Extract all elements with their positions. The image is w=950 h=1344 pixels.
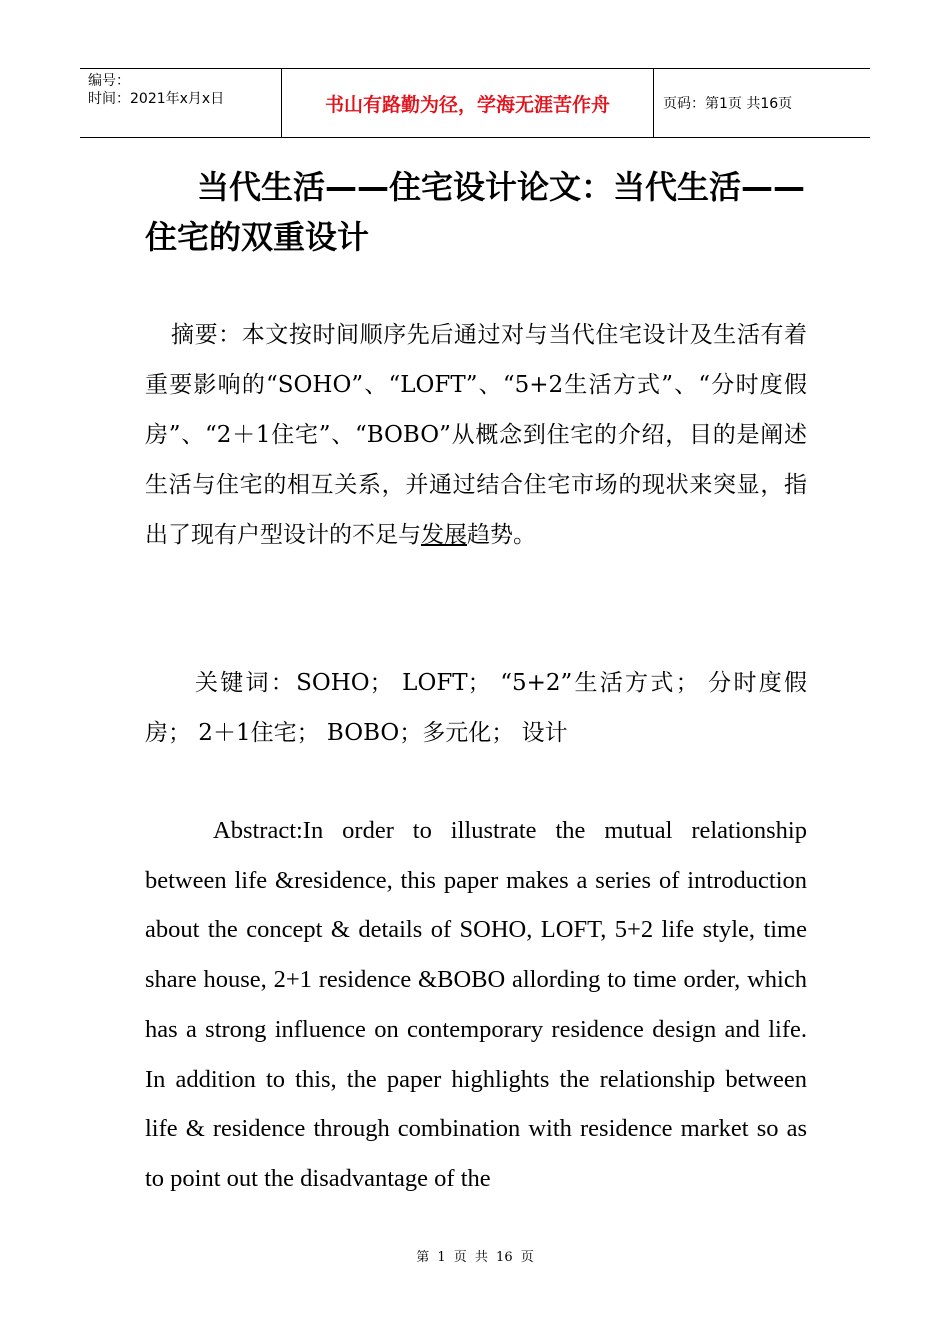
- abstract-chinese-text: 摘要：本文按时间顺序先后通过对与当代住宅设计及生活有着重要影响的“SOHO”、“LOFT”、“5+2生活方式”、“分时度假房”、“2＋1住宅”、“BOBO”从概念到住宅的介绍，目的是阐述生活与住宅的相互关系，并通过结合住宅市场的现状来突显，指出了现有户型设计的不足与: [145, 322, 807, 548]
- document-title: 当代生活——住宅设计论文：当代生活——住宅的双重设计: [145, 168, 806, 256]
- keywords-paragraph: 关键词：SOHO； LOFT； “5+2”生活方式； 分时度假房； 2＋1住宅； BOBO；多元化； 设计: [145, 670, 807, 746]
- header-motto: 书山有路勤为径，学海无涯苦作舟: [282, 69, 654, 137]
- abstract-chinese: [145, 310, 807, 560]
- document-header: [80, 68, 870, 138]
- page-footer: 第 1 页 共 16 页: [416, 1250, 534, 1265]
- development-link[interactable]: 发展: [421, 522, 467, 548]
- header-page-info: 页码：第1页 共16页: [663, 96, 793, 112]
- date-text: 时间：2021年x月x日: [88, 91, 225, 107]
- abstract-english: Abstract:In order to illustrate the mutual relationship between life &residence, this paper makes a series of introduction about the concept & details of SOHO, LOFT, 5+2 life style, time share house, 2+1 residence &BOBO allording to time order, which has a strong influence on contemporary residence design and life. In addition to this, the paper highlights the relationship between life & residence through combination with residence market so as to point out the disadvantage of the: [145, 817, 807, 1192]
- abstract-chinese-tail: 趋势。: [467, 522, 536, 548]
- header-meta-cell: [80, 69, 282, 137]
- doc-number-label: 编号：: [88, 73, 130, 89]
